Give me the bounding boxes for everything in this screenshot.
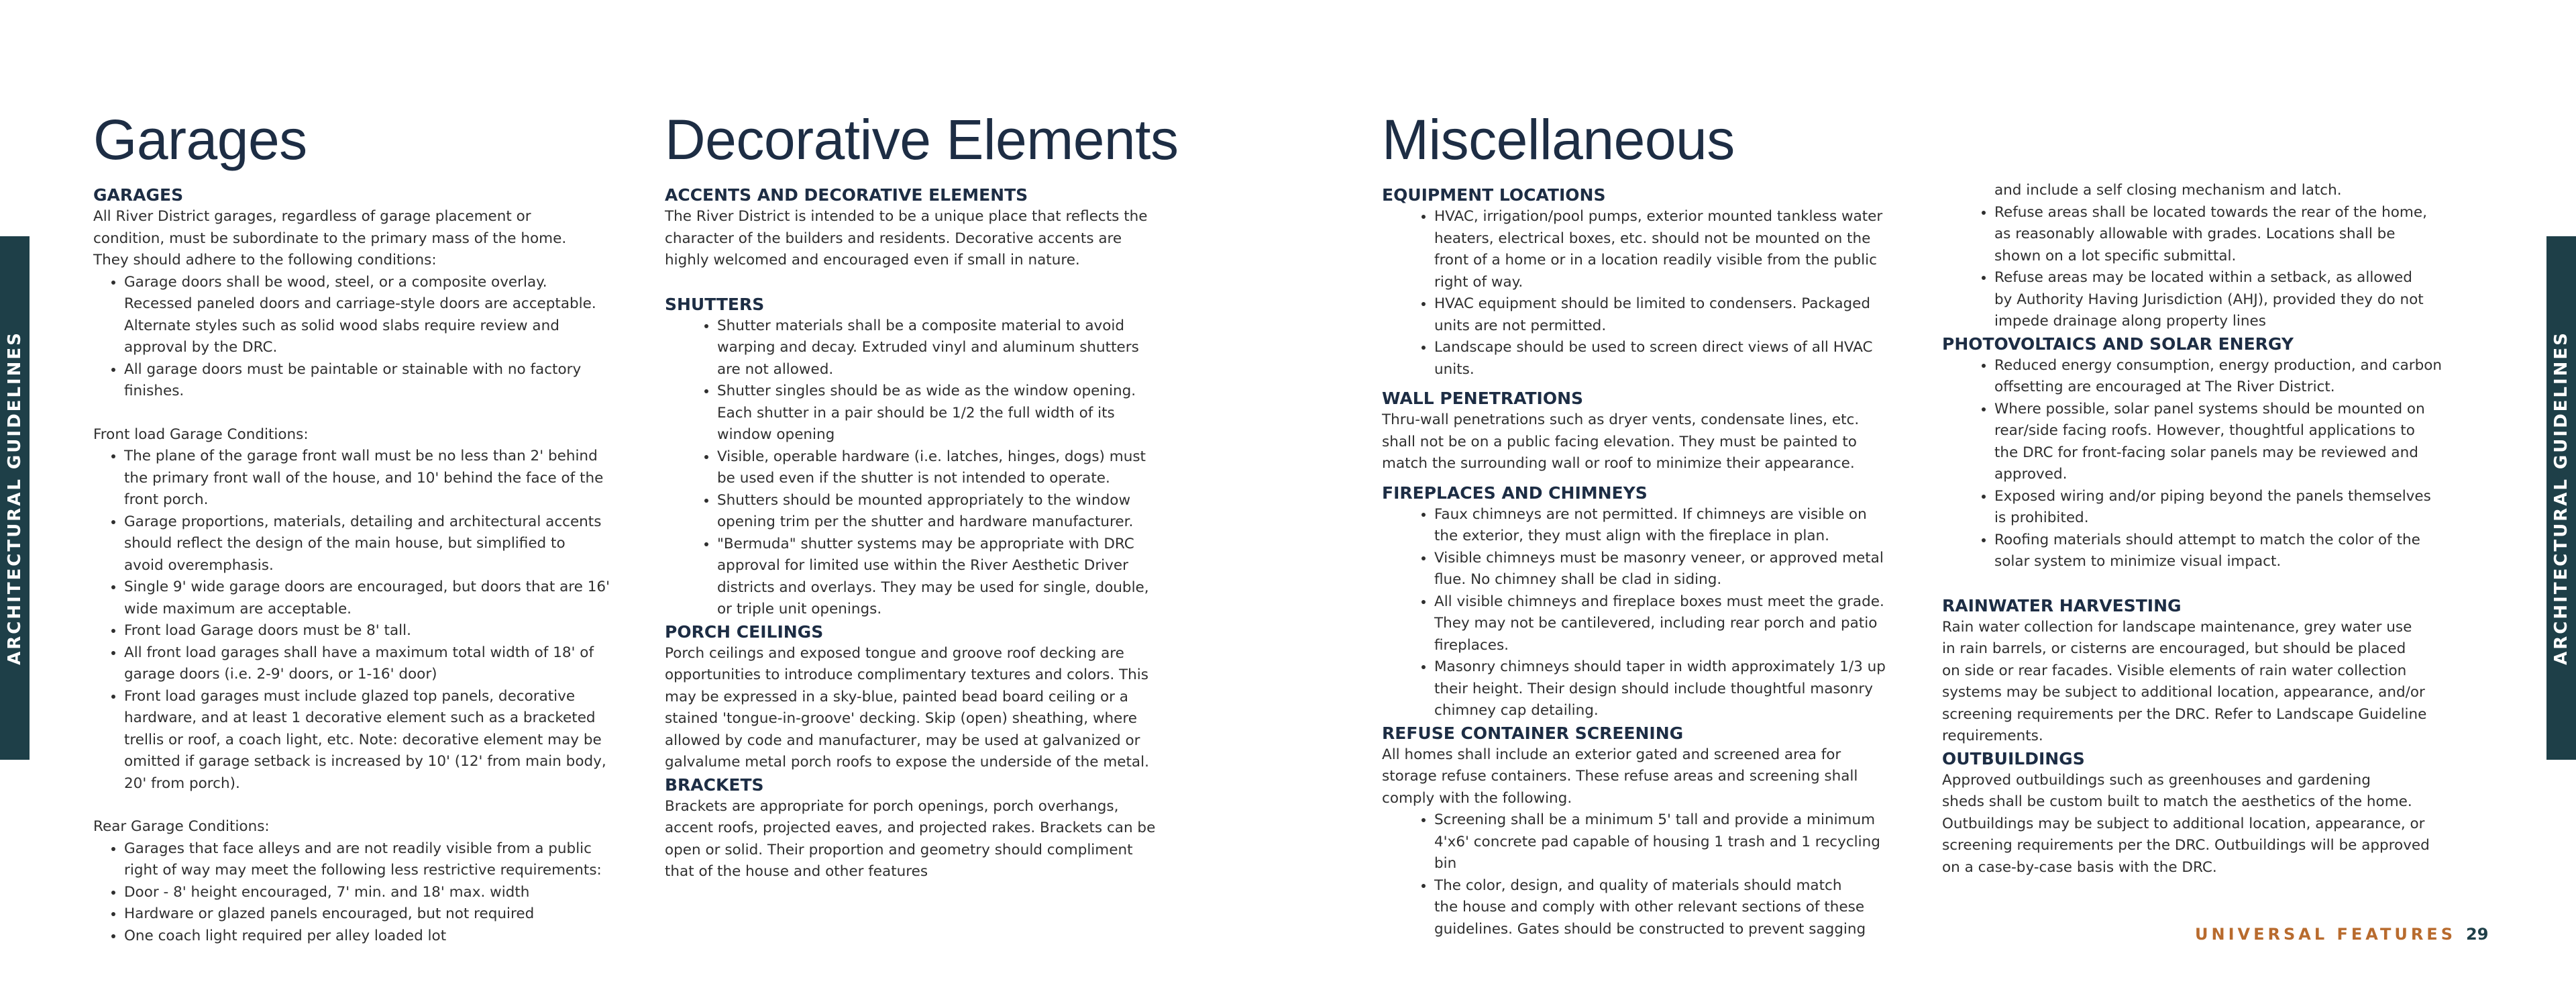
- accents-heading: ACCENTS AND DECORATIVE ELEMENTS: [665, 185, 1028, 205]
- garages-column: [93, 107, 643, 947]
- rainwater-heading: RAINWATER HARVESTING: [1942, 595, 2182, 615]
- list-item: • Door - 8' height encouraged, 7' min. and 18' max. width: [124, 882, 643, 904]
- equipment-heading: EQUIPMENT LOCATIONS: [1382, 185, 1606, 205]
- footer-section-label: UNIVERSAL FEATURES: [2195, 925, 2456, 944]
- list-item: • Roofing materials should attempt to match the color of the solar system to minimize visual impact.: [1994, 530, 2499, 573]
- list-item: • Reduced energy consumption, energy production, and carbon offsetting are encouraged at The River District.: [1994, 355, 2499, 399]
- shutters-heading: SHUTTERS: [665, 294, 765, 314]
- list-item: • Shutter materials shall be a composite material to avoid warping and decay. Extruded vinyl and aluminum shutters are not allowed.: [717, 315, 1201, 381]
- list-item-continued: and include a self closing mechanism and latch.: [1994, 182, 2342, 199]
- side-tab-left: [0, 236, 30, 760]
- list-item: • Refuse areas shall be located towards the rear of the home, as reasonably allowable with grades. Locations shall be shown on a lot specific submittal.: [1994, 202, 2499, 268]
- decorative-title: Decorative Elements: [665, 108, 1179, 171]
- list-item: • Screening shall be a minimum 5' tall and provide a minimum 4'x6' concrete pad capable of housing 1 trash and 1 recycling bin: [1434, 809, 1925, 875]
- garages-title: Garages: [93, 108, 307, 171]
- list-item: • Front load garages must include glazed top panels, decorative hardware, and at least 1 decorative element such as a bracketed trellis or roof, a coach light, etc. Note: decorative element may be omitted if garage setback is increased by 10' (12' from main body, 20' from porch).: [124, 686, 643, 795]
- garages-intro: All River District garages, regardless of garage placement or condition, must be subordinate to the primary mass of the home. They should adhere to the following conditions:: [93, 208, 567, 268]
- front-load-heading: Front load Garage Conditions:: [93, 426, 309, 443]
- equipment-bullets: [1382, 206, 1925, 381]
- list-item: • Garage doors shall be wood, steel, or a composite overlay. Recessed paneled doors and carriage-style doors are acceptable. Alternate styles such as solid wood slabs require review and approval by the DRC.: [124, 272, 643, 359]
- fireplaces-heading: FIREPLACES AND CHIMNEYS: [1382, 483, 1648, 503]
- decorative-column: [665, 107, 1201, 883]
- list-item: • Garages that face alleys and are not readily visible from a public right of way may meet the following less restrictive requirements:: [124, 838, 643, 882]
- misc-column: [1382, 107, 1925, 940]
- refuse-heading: REFUSE CONTAINER SCREENING: [1382, 723, 1684, 743]
- list-item: • Single 9' wide garage doors are encouraged, but doors that are 16' wide maximum are acceptable.: [124, 577, 643, 620]
- list-item: • Shutter singles should be as wide as the window opening. Each shutter in a pair should be 1/2 the full width of its window opening: [717, 381, 1201, 446]
- rear-garage-bullets: [93, 838, 643, 948]
- shutters-bullets: [665, 315, 1201, 621]
- page-number: 29: [2466, 925, 2489, 944]
- outbuildings-text: Approved outbuildings such as greenhouses and gardening sheds shall be custom built to match the aesthetics of the home. Outbuildings may be subject to additional location, appearance, or screening requirements per the DRC. Outbuildings will be approved on a case-by-case basis with the DRC.: [1942, 771, 2430, 876]
- refuse-bullets: [1382, 809, 1925, 940]
- side-tab-right: [2546, 236, 2576, 760]
- list-item: • HVAC, irrigation/pool pumps, exterior mounted tankless water heaters, electrical boxes, etc. should not be mounted on the front of a home or in a location readily visible from the public right of way.: [1434, 206, 1925, 293]
- wall-penetrations-text: Thru-wall penetrations such as dryer vents, condensate lines, etc. shall not be on a public facing elevation. They must be painted to match the surrounding wall or roof to minimize their appearance.: [1382, 411, 1860, 472]
- list-item: • All front load garages shall have a maximum total width of 18' of garage doors (i.e. 2-9' doors, or 1-16' door): [124, 642, 643, 686]
- list-item: • Garage proportions, materials, detailing and architectural accents should reflect the design of the main house, but simplified to avoid overemphasis.: [124, 511, 643, 577]
- garages-bullets: [93, 272, 643, 403]
- list-item: • Visible chimneys must be masonry veneer, or approved metal flue. No chimney shall be clad in siding.: [1434, 548, 1925, 591]
- accents-text: The River District is intended to be a unique place that reflects the character of the builders and residents. Decorative accents are highly welcomed and encouraged even if small in nature.: [665, 208, 1148, 268]
- refuse-text: All homes shall include an exterior gated and screened area for storage refuse containers. These refuse areas and screening shall comply with the following.: [1382, 746, 1858, 807]
- brackets-heading: BRACKETS: [665, 775, 764, 795]
- rear-garage-heading: Rear Garage Conditions:: [93, 818, 270, 835]
- list-item: • Where possible, solar panel systems should be mounted on rear/side facing roofs. However, thoughtful applications to the DRC for front-facing solar panels may be reviewed and approved.: [1994, 399, 2499, 486]
- list-item: • One coach light required per alley loaded lot: [124, 926, 643, 948]
- list-item: • HVAC equipment should be limited to condensers. Packaged units are not permitted.: [1434, 293, 1925, 337]
- list-item: • Faux chimneys are not permitted. If chimneys are visible on the exterior, they must align with the fireplace in plan.: [1434, 504, 1925, 548]
- list-item: • All visible chimneys and fireplace boxes must meet the grade. They may not be cantilevered, including rear porch and patio fireplaces.: [1434, 591, 1925, 657]
- outbuildings-heading: OUTBUILDINGS: [1942, 748, 2085, 768]
- solar-heading: PHOTOVOLTAICS AND SOLAR ENERGY: [1942, 334, 2294, 354]
- list-item: • Front load Garage doors must be 8' tall.: [124, 620, 643, 642]
- rainwater-text: Rain water collection for landscape maintenance, grey water use in rain barrels, or cisterns are encouraged, but should be placed on side or rear facades. Visible elements of rain water collection systems may be subject to additional location, appearance, and/or screening requirements per the DRC. Refer to Landscape Guideline requirements.: [1942, 618, 2427, 744]
- porch-ceilings-heading: PORCH CEILINGS: [665, 621, 824, 642]
- list-item: • Exposed wiring and/or piping beyond the panels themselves is prohibited.: [1994, 486, 2499, 530]
- list-item: • Shutters should be mounted appropriately to the window opening trim per the shutter and hardware manufacturer.: [717, 490, 1201, 534]
- list-item: • All garage doors must be paintable or stainable with no factory finishes.: [124, 359, 643, 403]
- list-item: • The color, design, and quality of materials should match the house and comply with other relevant sections of these guidelines. Gates should be constructed to prevent sagging: [1434, 875, 1925, 941]
- list-item: • Masonry chimneys should taper in width approximately 1/3 up their height. Their design should include thoughtful masonry chimney cap detailing.: [1434, 656, 1925, 722]
- porch-ceilings-text: Porch ceilings and exposed tongue and groove roof decking are opportunities to introduce complimentary textures and colors. This may be expressed in a sky-blue, painted bead board ceiling or a stained 'tongue-in-groove' decking. Skip (open) sheathing, where allowed by code and manufacturer, may be used at galvanized or galvalume metal porch roofs to expose the underside of the metal.: [665, 644, 1149, 770]
- refuse-bullets-continued: [1942, 202, 2499, 333]
- side-tab-label: ARCHITECTURAL GUIDELINES: [2551, 331, 2571, 665]
- fireplaces-bullets: [1382, 504, 1925, 722]
- garages-heading: GARAGES: [93, 185, 184, 205]
- list-item: • Landscape should be used to screen direct views of all HVAC units.: [1434, 337, 1925, 381]
- solar-bullets: [1942, 355, 2499, 573]
- side-tab-label: ARCHITECTURAL GUIDELINES: [5, 331, 25, 665]
- wall-penetrations-heading: WALL PENETRATIONS: [1382, 389, 1584, 408]
- list-item: • Hardware or glazed panels encouraged, but not required: [124, 903, 643, 926]
- list-item: • Visible, operable hardware (i.e. latches, hinges, dogs) must be used even if the shutter is not intended to operate.: [717, 446, 1201, 490]
- brackets-text: Brackets are appropriate for porch openings, porch overhangs, accent roofs, projected eaves, and projected rakes. Brackets can be open or solid. Their proportion and geometry should compliment that of the house and other features: [665, 797, 1156, 880]
- refuse-continued: [1942, 180, 2499, 202]
- list-item: • "Bermuda" shutter systems may be appropriate with DRC approval for limited use within the River Aesthetic Driver districts and overlays. They may be used for single, double, or triple unit openings.: [717, 534, 1201, 621]
- misc-title: Miscellaneous: [1382, 108, 1735, 171]
- front-load-bullets: [93, 446, 643, 795]
- list-item: • Refuse areas may be located within a setback, as allowed by Authority Having Jurisdiction (AHJ), provided they do not impede drainage along property lines: [1994, 267, 2499, 333]
- misc-continued-column: [1942, 180, 2499, 879]
- list-item: • The plane of the garage front wall must be no less than 2' behind the primary front wall of the house, and 10' behind the face of the front porch.: [124, 446, 643, 511]
